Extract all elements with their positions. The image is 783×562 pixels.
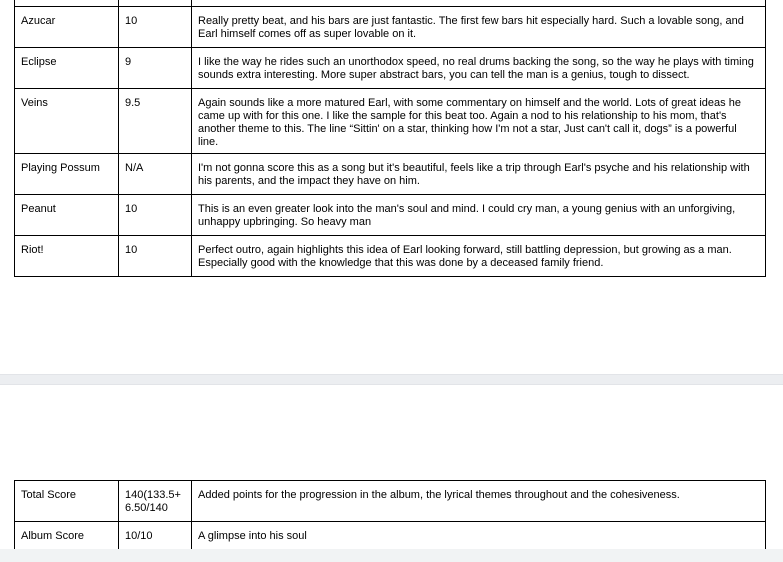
table-row bbox=[15, 236, 766, 277]
track-name-cell[interactable]: Eclipse bbox=[15, 48, 119, 89]
document-page-2 bbox=[0, 385, 783, 549]
track-review-cell[interactable]: Really pretty beat, and his bars are just fantastic. The first few bars hit especially hard. Such a lovable song, and Earl himself comes off as super lovable on it. bbox=[192, 7, 766, 48]
score-summary-table bbox=[14, 480, 766, 550]
track-name-cell[interactable]: Riot! bbox=[15, 236, 119, 277]
summary-label-cell[interactable]: Album Score bbox=[15, 522, 119, 550]
track-score-cell[interactable]: 10 bbox=[119, 236, 192, 277]
table-row bbox=[15, 522, 766, 550]
page-bottom-gap bbox=[0, 549, 783, 562]
summary-comment-cell[interactable]: A glimpse into his soul bbox=[192, 522, 766, 550]
page-break bbox=[0, 374, 783, 385]
table-row bbox=[15, 48, 766, 89]
track-review-cell[interactable]: Again sounds like a more matured Earl, with some commentary on himself and the world. Lots of great ideas he came up with for this one. I like the sample for this beat too. Again a nod to his relationship to his mom, that's another theme to this. The line “Sittin' on a star, thinking how I'm not a star, Just can't call it, dogs” is a powerful line. bbox=[192, 89, 766, 154]
track-score-cell[interactable]: 9.5 bbox=[119, 89, 192, 154]
summary-comment-cell[interactable]: Added points for the progression in the album, the lyrical themes throughout and the cohesiveness. bbox=[192, 481, 766, 522]
track-review-cell[interactable]: This is an even greater look into the man's soul and mind. I could cry man, a young genius with an unforgiving, unhappy upbringing. So heavy man bbox=[192, 195, 766, 236]
table-row bbox=[15, 481, 766, 522]
track-name-cell[interactable]: Azucar bbox=[15, 7, 119, 48]
track-name-cell[interactable]: Peanut bbox=[15, 195, 119, 236]
track-name-cell[interactable]: Veins bbox=[15, 89, 119, 154]
table-row bbox=[15, 89, 766, 154]
summary-score-cell[interactable]: 140(133.5+ 6.50/140 bbox=[119, 481, 192, 522]
track-score-cell[interactable]: 9 bbox=[119, 48, 192, 89]
summary-score-cell[interactable]: 10/10 bbox=[119, 522, 192, 550]
track-review-table bbox=[14, 0, 766, 277]
track-review-cell[interactable]: Perfect outro, again highlights this idea of Earl looking forward, still battling depression, but growing as a man. Especially good with the knowledge that this was done by a deceased family friend. bbox=[192, 236, 766, 277]
summary-label-cell[interactable]: Total Score bbox=[15, 481, 119, 522]
track-review-cell[interactable]: I like the way he rides such an unorthodox speed, no real drums backing the song, so the way he plays with timing sounds extra interesting. More super abstract bars, you can tell the man is a genius, tough to dissect. bbox=[192, 48, 766, 89]
track-name-cell[interactable]: Playing Possum bbox=[15, 154, 119, 195]
track-score-cell[interactable]: N/A bbox=[119, 154, 192, 195]
table-row bbox=[15, 154, 766, 195]
table-row bbox=[15, 7, 766, 48]
track-review-cell[interactable]: I'm not gonna score this as a song but it's beautiful, feels like a trip through Earl's psyche and his relationship with his parents, and the impact they have on him. bbox=[192, 154, 766, 195]
track-score-cell[interactable]: 10 bbox=[119, 7, 192, 48]
track-score-cell[interactable]: 10 bbox=[119, 195, 192, 236]
table-row bbox=[15, 195, 766, 236]
